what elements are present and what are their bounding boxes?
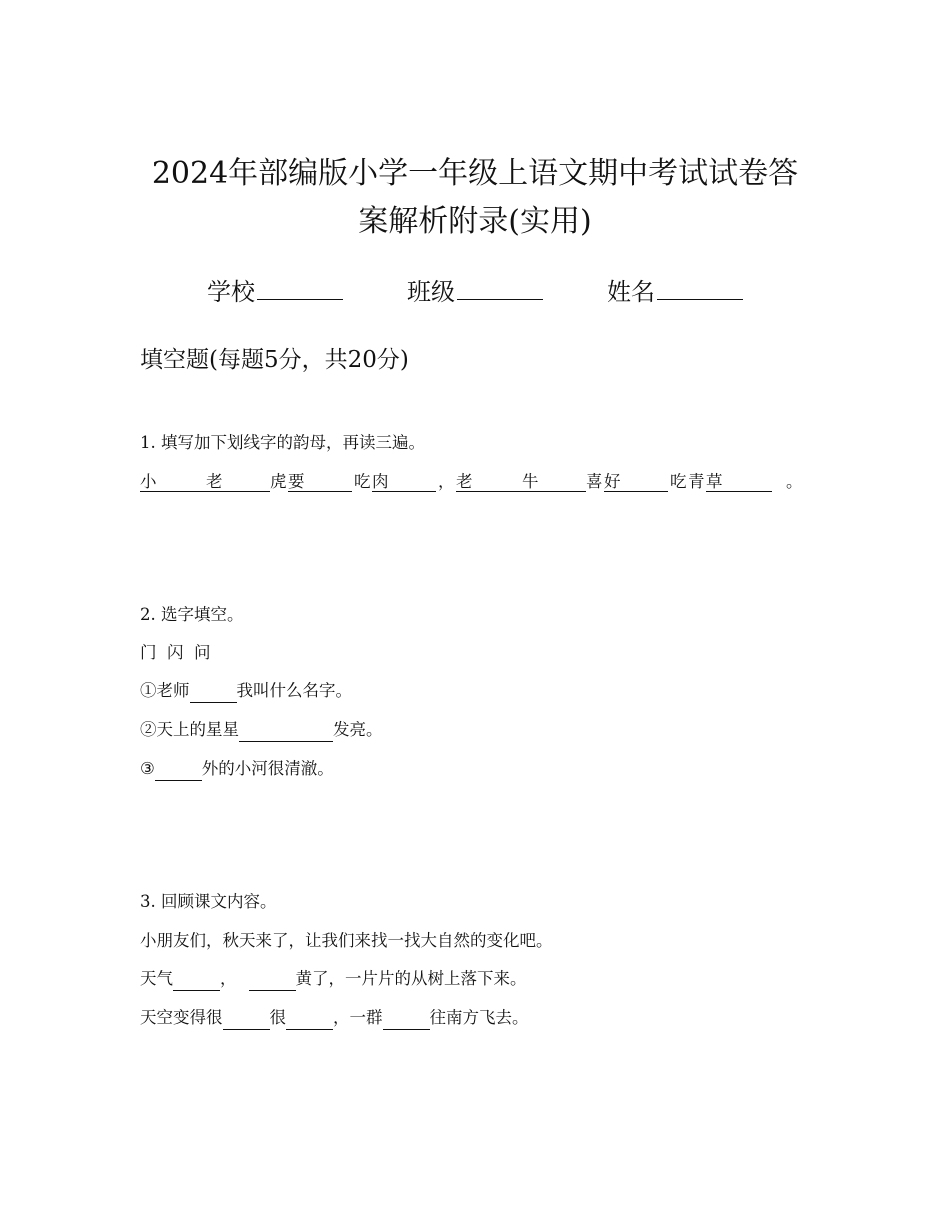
school-field <box>207 276 343 308</box>
q2-item-1-blank[interactable] <box>190 680 237 703</box>
q2-item-1 <box>140 679 352 703</box>
q2-item-1-pre: ①老师 <box>140 681 190 700</box>
q2-item-3-blank[interactable] <box>155 758 202 781</box>
q3-line-2-c: ，一群 <box>333 1008 383 1027</box>
q3-intro: 小朋友们，秋天来了，让我们来找一找大自然的变化吧。 <box>140 931 553 950</box>
q1-char-15: 。 <box>786 472 803 491</box>
name-blank[interactable] <box>657 277 743 300</box>
document-title <box>0 150 950 246</box>
q3-line-1 <box>140 967 527 991</box>
q3-line-1-b: ， <box>220 969 237 988</box>
q1-char-3: 虎 <box>270 472 287 491</box>
q3-line-2-blank-1[interactable] <box>223 1007 270 1030</box>
q1-char-6: 肉 <box>372 472 389 491</box>
q2-item-1-post: 我叫什么名字。 <box>236 681 352 700</box>
q2-item-2-blank[interactable] <box>239 719 333 742</box>
q2-item-2-post: 发亮。 <box>333 720 383 739</box>
name-field <box>607 276 743 308</box>
q3-line-2 <box>140 1006 529 1030</box>
q1-underline-1[interactable] <box>140 491 270 492</box>
q3-line-1-c: 黄了，一片片的从树上落下来。 <box>295 969 527 988</box>
title-line-2: 案解析附录(实用) <box>358 204 592 239</box>
q1-underline-2[interactable] <box>288 491 352 492</box>
q1-char-12: 吃 <box>670 472 687 491</box>
q2-item-3 <box>140 757 334 781</box>
q1-underline-4[interactable] <box>456 491 586 492</box>
school-blank[interactable] <box>257 277 343 300</box>
title-line-1: 2024年部编版小学一年级上语文期中考试试卷答 <box>151 156 799 191</box>
class-blank[interactable] <box>457 277 543 300</box>
class-field <box>407 276 543 308</box>
section-heading: 填空题(每题5分，共20分) <box>140 347 409 373</box>
q1-char-11: 好 <box>604 472 621 491</box>
q1-char-14: 草 <box>706 472 723 491</box>
q3-line-2-b: 很 <box>269 1008 286 1027</box>
q1-char-10: 喜 <box>586 472 603 491</box>
q1-char-7: ， <box>438 472 455 491</box>
q2-item-3-post: 外的小河很清澈。 <box>201 759 334 778</box>
q2-prompt: 2. 选字填空。 <box>140 605 244 624</box>
q2-options: 门 闪 问 <box>140 643 211 662</box>
q1-char-13: 青 <box>688 472 705 491</box>
q3-line-1-blank-2[interactable] <box>249 968 296 991</box>
q1-prompt: 1. 填写加下划线字的韵母，再读三遍。 <box>140 433 425 452</box>
q3-line-2-a: 天空变得很 <box>140 1008 223 1027</box>
q1-char-8: 老 <box>456 472 473 491</box>
q1-char-4: 要 <box>288 472 305 491</box>
q2-item-2 <box>140 718 383 742</box>
q1-char-1: 小 <box>140 472 157 491</box>
name-label: 姓名 <box>607 278 655 306</box>
q2-item-2-pre: ②天上的星星 <box>140 720 239 739</box>
school-label: 学校 <box>207 278 255 306</box>
q1-underline-3[interactable] <box>372 491 436 492</box>
q2-item-3-pre: ③ <box>140 759 155 778</box>
q3-line-1-blank-1[interactable] <box>173 968 220 991</box>
q3-line-2-d: 往南方飞去。 <box>429 1008 529 1027</box>
q1-char-9: 牛 <box>522 472 539 491</box>
q1-char-2: 老 <box>206 472 223 491</box>
q1-char-5: 吃 <box>354 472 371 491</box>
q3-line-1-a: 天气 <box>140 969 173 988</box>
q1-underline-6[interactable] <box>706 491 772 492</box>
q3-prompt: 3. 回顾课文内容。 <box>140 892 277 911</box>
q1-underline-5[interactable] <box>604 491 668 492</box>
class-label: 班级 <box>407 278 455 306</box>
q3-line-2-blank-3[interactable] <box>383 1007 430 1030</box>
q1-underline-row <box>140 470 860 496</box>
q3-line-2-blank-2[interactable] <box>286 1007 333 1030</box>
